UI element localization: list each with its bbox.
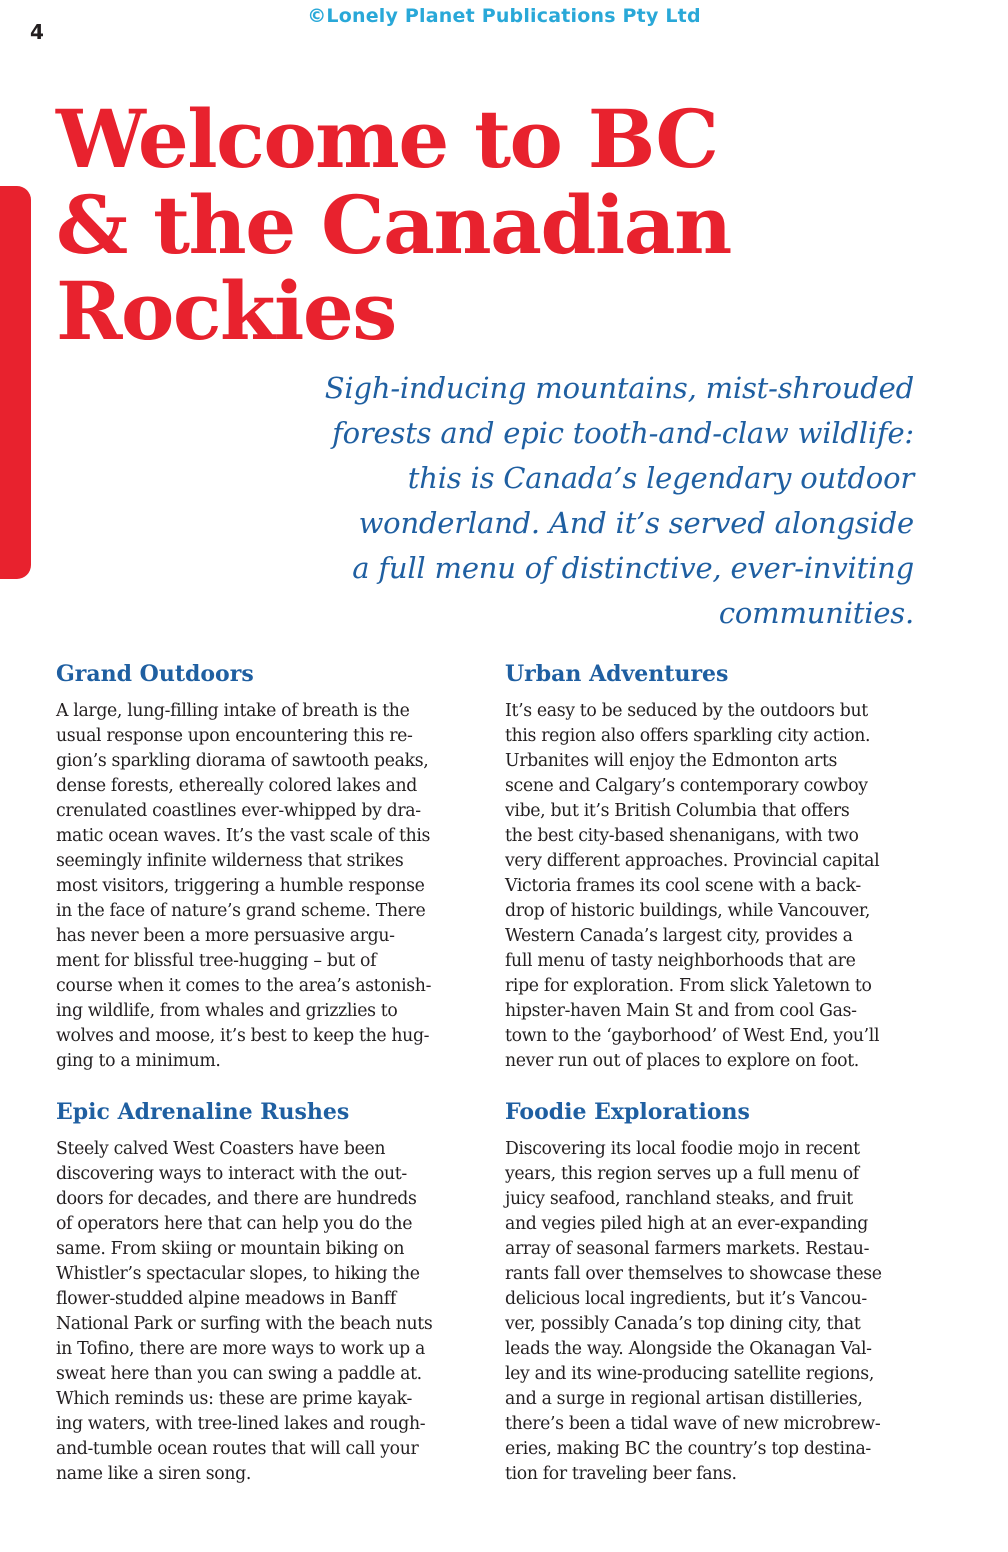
body-line: course when it comes to the area’s astonish- [56,976,432,996]
body-line: drop of historic buildings, while Vancouver, [505,901,870,921]
section-heading: Epic Adrenaline Rushes [56,1099,350,1125]
section-body [505,1137,921,1487]
body-line: dense forests, ethereally colored lakes and [56,776,417,796]
section-body [505,699,921,1074]
copyright-notice: ©Lonely Planet Publications Pty Ltd [307,5,701,27]
body-line: years, this region serves up a full menu of [505,1164,859,1184]
body-line: same. From skiing or mountain biking on [56,1239,405,1259]
intro-paragraph [220,366,914,636]
section-heading: Grand Outdoors [56,661,254,687]
body-line: and a surge in regional artisan distilleries, [505,1389,863,1409]
body-line: the best city-based shenanigans, with two [505,826,859,846]
body-line: Western Canada’s largest city, provides a [505,926,853,946]
body-line: scene and Calgary’s contemporary cowboy [505,776,868,796]
body-line: wolves and moose, it’s best to keep the hug- [56,1026,430,1046]
intro-line: communities. [718,596,914,630]
intro-line: Sigh-inducing mountains, mist-shrouded [324,371,914,405]
body-line: and vegies piled high at an ever-expanding [505,1214,868,1234]
intro-line: wonderland. And it’s served alongside [358,506,914,540]
body-line: rants fall over themselves to showcase these [505,1264,882,1284]
body-line: crenulated coastlines ever-whipped by dra- [56,801,421,821]
body-line: most visitors, triggering a humble response [56,876,425,896]
body-line: array of seasonal farmers markets. Restau- [505,1239,870,1259]
body-line: doors for decades, and there are hundreds [56,1189,417,1209]
body-line: matic ocean waves. It’s the vast scale of this [56,826,431,846]
body-line: of operators here that can help you do the [56,1214,413,1234]
body-line: sweat here than you can swing a paddle at. [56,1364,422,1384]
body-line: never run out of places to explore on foot. [505,1051,859,1071]
body-line: there’s been a tidal wave of new microbrew- [505,1414,881,1434]
body-line: full menu of tasty neighborhoods that are [505,951,856,971]
section-grand-outdoors [56,661,472,1074]
body-line: Urbanites will enjoy the Edmonton arts [505,751,838,771]
body-line: and-tumble ocean routes that will call your [56,1439,419,1459]
section-body [56,1137,472,1487]
body-line: ripe for exploration. From slick Yaletown to [505,976,872,996]
intro-line: forests and epic tooth-and-claw wildlife: [332,416,914,450]
body-line: has never been a more persuasive argu- [56,926,395,946]
title-line: Rockies [56,264,396,358]
body-line: gion’s sparkling diorama of sawtooth peaks, [56,751,429,771]
body-line: National Park or surfing with the beach nuts [56,1314,433,1334]
intro-line: this is Canada’s legendary outdoor [407,461,914,495]
body-line: ing wildlife, from whales and grizzlies to [56,1001,398,1021]
body-line: ver, possibly Canada’s top dining city, that [505,1314,861,1334]
intro-line: a full menu of distinctive, ever-inviting [352,551,914,585]
body-line: Discovering its local foodie mojo in recent [505,1139,860,1159]
body-line: tion for traveling beer fans. [505,1464,737,1484]
title-line: Welcome to BC [56,92,718,186]
section-heading: Urban Adventures [505,661,729,687]
body-line: delicious local ingredients, but it’s Vancou- [505,1289,867,1309]
body-line: in the face of nature’s grand scheme. There [56,901,426,921]
body-line: ing waters, with tree-lined lakes and rough- [56,1414,426,1434]
body-line: eries, making BC the country’s top destina- [505,1439,871,1459]
body-line: ment for blissful tree-hugging – but of [56,951,377,971]
section-urban-adventures [505,661,921,1074]
title-line: & the Canadian [56,178,731,272]
section-heading: Foodie Explorations [505,1099,750,1125]
body-line: Which reminds us: these are prime kayak- [56,1389,412,1409]
body-line: flower-studded alpine meadows in Banff [56,1289,396,1309]
body-line: hipster-haven Main St and from cool Gas- [505,1001,857,1021]
body-line: juicy seafood, ranchland steaks, and fruit [505,1189,853,1209]
page-number: 4 [30,20,44,44]
body-line: Steely calved West Coasters have been [56,1139,386,1159]
body-line: name like a siren song. [56,1464,251,1484]
body-line: ging to a minimum. [56,1051,221,1071]
body-line: It’s easy to be seduced by the outdoors but [505,701,868,721]
body-line: seemingly infinite wilderness that strikes [56,851,404,871]
section-epic-adrenaline-rushes [56,1099,472,1487]
body-line: vibe, but it’s British Columbia that offers [505,801,850,821]
page-title [56,92,956,358]
section-body [56,699,472,1074]
body-line: town to the ‘gayborhood’ of West End, you’ll [505,1026,880,1046]
body-line: usual response upon encountering this re- [56,726,413,746]
body-line: Victoria frames its cool scene with a back- [505,876,861,896]
body-line: leads the way. Alongside the Okanagan Val- [505,1339,872,1359]
section-foodie-explorations [505,1099,921,1487]
body-line: Whistler’s spectacular slopes, to hiking the [56,1264,420,1284]
body-line: ley and its wine-producing satellite regions, [505,1364,874,1384]
body-line: discovering ways to interact with the out- [56,1164,407,1184]
body-line: this region also offers sparkling city action. [505,726,871,746]
body-line: A large, lung-filling intake of breath is the [56,701,410,721]
body-line: very different approaches. Provincial capital [505,851,880,871]
chapter-side-tab [0,186,31,579]
body-line: in Tofino, there are more ways to work up a [56,1339,425,1359]
